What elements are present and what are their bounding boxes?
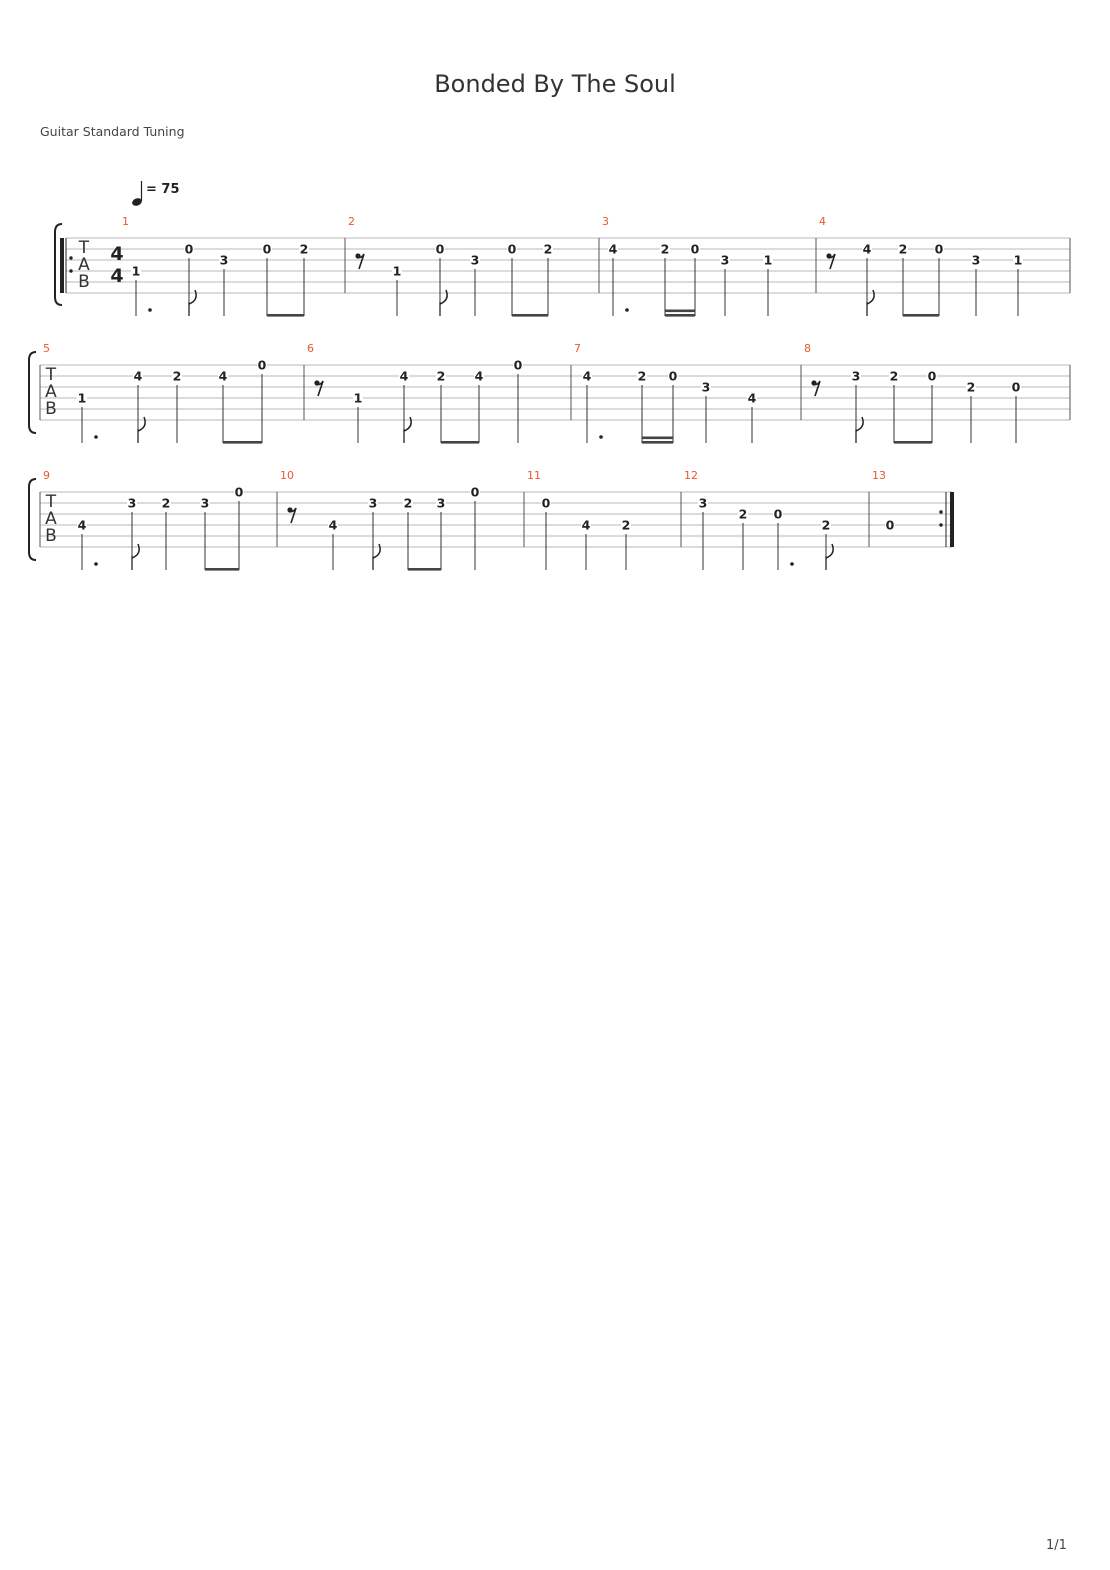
repeat-thick-barline [950,492,954,547]
note-beam [665,310,695,313]
rhythm-dot [94,562,98,566]
repeat-dot [939,510,942,513]
fret-number: 2 [436,368,446,384]
fret-number: 4 [133,368,143,384]
fret-number: 4 [328,517,338,533]
measure-number: 11 [527,469,541,482]
note-beam [205,568,239,571]
repeat-thick-barline [60,238,64,293]
note-beam [408,568,441,571]
fret-number: 3 [971,252,981,268]
fret-number: 0 [690,241,700,257]
fret-number: 2 [898,241,908,257]
measure-number: 5 [43,342,50,355]
fret-number: 3 [720,252,730,268]
measure-number: 6 [307,342,314,355]
eighth-flag-icon [856,417,863,431]
tab-clef-letter: B [45,526,57,546]
system-bracket [29,352,36,433]
rhythm-dot [148,308,152,312]
eighth-flag-icon [132,544,139,558]
fret-number: 0 [541,495,551,511]
eighth-flag-icon [440,290,447,304]
fret-number: 0 [435,241,445,257]
fret-number: 0 [773,506,783,522]
note-beam [894,441,932,444]
fret-number: 0 [234,484,244,500]
tab-clef-letter: B [78,272,90,292]
fret-number: 0 [507,241,517,257]
rhythm-dot [625,308,629,312]
fret-number: 2 [821,517,831,533]
fret-number: 0 [513,357,523,373]
time-signature-top: 4 [110,243,124,265]
fret-number: 3 [470,252,480,268]
fret-number: 3 [698,495,708,511]
fret-number: 2 [161,495,171,511]
measure-number: 3 [602,215,609,228]
fret-number: 2 [299,241,309,257]
measure-number: 8 [804,342,811,355]
fret-number: 4 [608,241,618,257]
fret-number: 1 [131,263,141,279]
repeat-dot [69,256,72,259]
tuning-label: Guitar Standard Tuning [40,124,185,139]
fret-number: 3 [200,495,210,511]
fret-number: 2 [621,517,631,533]
fret-number: 1 [77,390,87,406]
note-beam [642,437,673,440]
tab-clef-letter: A [45,509,57,529]
fret-number: 0 [885,517,895,533]
fret-number: 3 [851,368,861,384]
fret-number: 0 [262,241,272,257]
measure-number: 7 [574,342,581,355]
eighth-flag-icon [373,544,380,558]
measure-number: 2 [348,215,355,228]
fret-number: 4 [474,368,484,384]
tab-clef-letter: T [78,238,90,258]
fret-number: 3 [219,252,229,268]
eighth-flag-icon [404,417,411,431]
song-title: Bonded By The Soul [434,70,676,98]
fret-number: 2 [966,379,976,395]
tab-clef-letter: T [45,365,57,385]
fret-number: 0 [934,241,944,257]
rhythm-dot [94,435,98,439]
fret-number: 4 [747,390,757,406]
note-beam [267,314,304,317]
repeat-dot [939,523,942,526]
fret-number: 0 [1011,379,1021,395]
fret-number: 2 [637,368,647,384]
fret-number: 1 [353,390,363,406]
note-beam [642,441,673,444]
fret-number: 4 [582,368,592,384]
measure-number: 10 [280,469,294,482]
fret-number: 2 [403,495,413,511]
note-beam [903,314,939,317]
note-beam [512,314,548,317]
note-beam [223,441,262,444]
fret-number: 0 [184,241,194,257]
fret-number: 2 [889,368,899,384]
fret-number: 1 [763,252,773,268]
fret-number: 4 [862,241,872,257]
fret-number: 2 [172,368,182,384]
system-bracket [29,479,36,560]
repeat-dot [69,269,72,272]
fret-number: 3 [127,495,137,511]
fret-number: 2 [738,506,748,522]
fret-number: 4 [77,517,87,533]
measure-number: 9 [43,469,50,482]
fret-number: 1 [392,263,402,279]
time-signature-bottom: 4 [110,265,124,287]
tab-clef-letter: T [45,492,57,512]
fret-number: 2 [543,241,553,257]
eighth-flag-icon [138,417,145,431]
measure-number: 13 [872,469,886,482]
fret-number: 3 [701,379,711,395]
rhythm-dot [599,435,603,439]
note-beam [441,441,479,444]
note-beam [665,314,695,317]
fret-number: 3 [368,495,378,511]
tab-clef-letter: B [45,399,57,419]
measure-number: 1 [122,215,129,228]
fret-number: 0 [257,357,267,373]
tab-clef-letter: A [45,382,57,402]
tempo-value: = 75 [146,182,180,197]
measure-number: 12 [684,469,698,482]
fret-number: 4 [218,368,228,384]
measure-number: 4 [819,215,826,228]
fret-number: 0 [927,368,937,384]
rhythm-dot [790,562,794,566]
fret-number: 0 [668,368,678,384]
fret-number: 4 [399,368,409,384]
eighth-flag-icon [867,290,874,304]
fret-number: 0 [470,484,480,500]
tab-clef-letter: A [78,255,90,275]
fret-number: 3 [436,495,446,511]
fret-number: 1 [1013,252,1023,268]
eighth-flag-icon [189,290,196,304]
fret-number: 2 [660,241,670,257]
eighth-flag-icon [826,544,833,558]
page-number: 1/1 [1046,1538,1067,1553]
fret-number: 4 [581,517,591,533]
